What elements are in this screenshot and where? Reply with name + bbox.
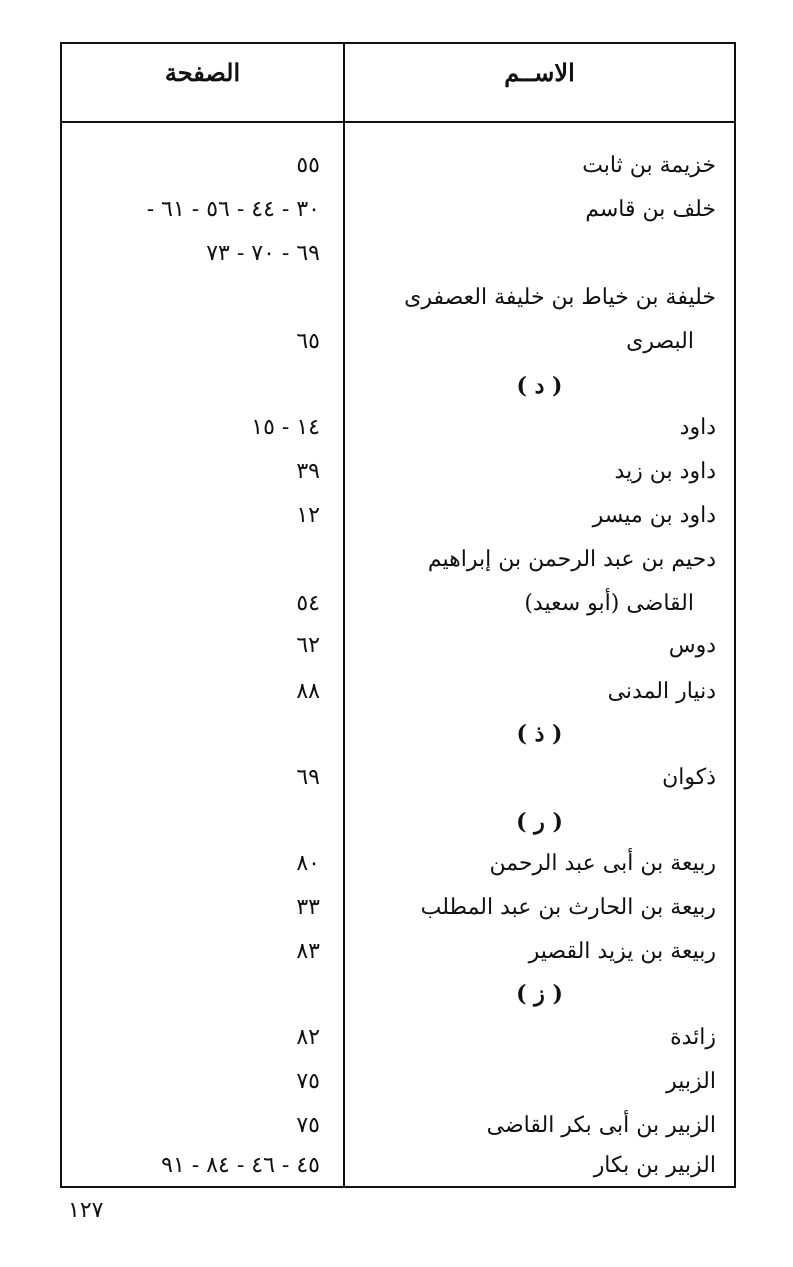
index-row [62, 582, 734, 626]
entry-pages: ٦٩ [296, 765, 320, 790]
index-row [62, 930, 734, 974]
index-row [62, 450, 734, 494]
entry-pages: ٦٢ [296, 633, 320, 658]
entry-pages: ٨٨ [296, 679, 320, 704]
entry-pages: ٣٩ [296, 459, 320, 484]
section-letter: ( ذ ) [516, 721, 563, 747]
entry-name: خزيمة بن ثابت [582, 153, 716, 178]
index-row [62, 144, 734, 188]
index-row [62, 538, 734, 582]
index-row [62, 670, 734, 714]
entry-pages: ١٤ - ١٥ [251, 415, 320, 440]
name-column-header: الاســم [504, 58, 575, 87]
entry-pages: ٣٠ - ٤٤ - ٥٦ - ٦١ - [146, 197, 320, 222]
entry-pages: ٤٥ - ٤٦ - ٨٤ - ٩١ [161, 1153, 320, 1178]
entry-pages: ٨٠ [296, 851, 320, 876]
entry-pages: ١٢ [296, 503, 320, 528]
entry-name: داود بن ميسر [592, 503, 716, 528]
header-divider [62, 121, 734, 123]
index-row [62, 1104, 734, 1148]
entry-name: ربيعة بن يزيد القصير [528, 939, 716, 964]
page-number: ١٢٧ [68, 1198, 104, 1223]
entry-name: الزبير [666, 1069, 716, 1094]
index-row [62, 886, 734, 930]
entry-pages: ٨٢ [296, 1025, 320, 1050]
index-row [62, 232, 734, 276]
index-row [62, 1060, 734, 1104]
entry-name: خلف بن قاسم [585, 197, 716, 222]
entry-pages: ٥٤ [296, 591, 320, 616]
entry-name: دنيار المدنى [607, 679, 716, 704]
section-letter: ( ز ) [516, 981, 563, 1007]
entry-pages: ٥٥ [296, 153, 320, 178]
entry-pages: ٧٥ [296, 1069, 320, 1094]
section-letter: ( د ) [516, 373, 563, 399]
section-letter: ( ر ) [516, 809, 563, 835]
entry-name: القاضى (أبو سعيد) [524, 591, 694, 616]
entry-pages: ٧٥ [296, 1113, 320, 1138]
index-row [62, 494, 734, 538]
entry-name: الزبير بن بكار [593, 1153, 716, 1178]
entry-name: ربيعة بن الحارث بن عبد المطلب [420, 895, 716, 920]
entry-name: دوس [668, 633, 716, 658]
index-row [62, 1144, 734, 1188]
entry-pages: ٨٣ [296, 939, 320, 964]
page-column-header: الصفحة [164, 58, 241, 87]
index-row [62, 276, 734, 320]
entry-name: زائدة [670, 1025, 716, 1050]
index-table [60, 42, 736, 1188]
entry-name: دحيم بن عبد الرحمن بن إبراهيم [427, 547, 716, 572]
index-row [62, 624, 734, 668]
index-row [62, 188, 734, 232]
entry-name: داود [679, 415, 716, 440]
index-row [62, 1016, 734, 1060]
index-row [62, 756, 734, 800]
index-row [62, 406, 734, 450]
entry-pages: ٣٣ [296, 895, 320, 920]
entry-pages: ٦٩ - ٧٠ - ٧٣ [206, 241, 320, 266]
index-row [62, 842, 734, 886]
entry-name: الزبير بن أبى بكر القاضى [486, 1113, 716, 1138]
entry-name: البصرى [626, 329, 694, 354]
entry-pages: ٦٥ [296, 329, 320, 354]
entry-name: خليفة بن خياط بن خليفة العصفرى [404, 285, 716, 310]
entry-name: داود بن زيد [614, 459, 716, 484]
entry-name: ذكوان [662, 765, 716, 790]
index-row [62, 320, 734, 364]
entry-name: ربيعة بن أبى عبد الرحمن [489, 851, 716, 876]
